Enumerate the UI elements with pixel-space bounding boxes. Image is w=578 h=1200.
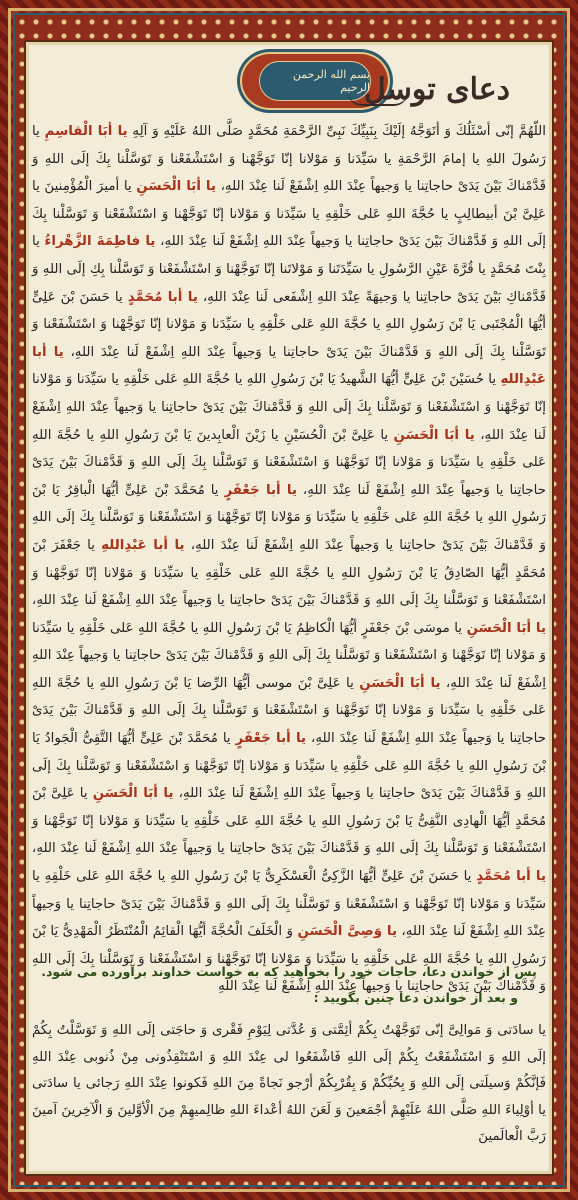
dua-text-segment: یا جَعْفَرَ بْنَ مُحَمَّدٍ أیُّهَا الصّادِقُ یَا بْنَ رَسُولِ اللهِ یا حُجَّةَ اللهِ عَلی خَلْقِهِ یا سَیِّدَنا وَ مَوْلانا إنّا تَوَجَّهْنا وَ اسْتَشْفَعْنا وَ تَوَسَّلْنا بِكَ إلَی اللهِ وَ قَدَّمْناكَ بَیْنَ یَدَیْ حاجاتِنا یا وَجیهاً عِنْدَ اللهِ اِشْفَعْ لَنا عِنْدَ اللهِ، bbox=[32, 537, 546, 609]
invocation-highlight: یا أبَا الْحَسَنِ bbox=[393, 427, 475, 443]
closing-prayer-text: یا سادَتی وَ مَوالِیَّ إنّی تَوَجَّهْتُ بِكُمْ أئِمَّتی وَ عُدَّتی لِیَوْمِ فَقْری وَ حاجَتی إلَی اللهِ وَ تَوَسَّلْتُ بِكُمْ إلَی اللهِ وَ اسْتَشْفَعْتُ بِكُمْ إلَی اللهِ فَاشْفَعُوا لی عِنْدَ اللهِ وَ اسْتَنْقِذُونی مِنْ ذُنوبی عِنْدَ اللهِ فَإنَّكُمْ وَسیلَتی إلَی اللهِ وَ بِحُبِّكُمْ وَ بِقُرْبِكُمْ أرْجو نَجاةً مِنَ اللهِ فَكونوا عِنْدَ اللهِ رَجائی یا سادَتی یا أوْلِیاءَ اللهِ صَلَّی اللهُ عَلَیْهِمْ أجْمَعینَ وَ لَعَنَ اللهُ أعْداءَ اللهِ ظالِمیهِمْ مِنَ الْأوَّلینَ وَ الْآخِرینَ آمینَ رَبَّ الْعالَمینَ bbox=[32, 1023, 546, 1144]
dua-text-segment: اللّهُمَّ إنّی أسْئَلُكَ وَ أتَوَجَّهُ إلَیْكَ بِنَبِیِّكَ نَبِیِّ الرَّحْمَةِ مُحَمَّدٍ صَلَّی اللهُ عَلَیْهِ وَ آلِهِ bbox=[127, 124, 546, 139]
dua-text-segment: یا رَسُولَ اللهِ یا إمامَ الرَّحْمَةِ یا سَیِّدَنا وَ مَوْلانا إنّا تَوَجَّهْنا وَ اسْتَشْفَعْنا وَ تَوَسَّلْنا بِكَ إلَی اللهِ وَ قَدَّمْناكَ بَیْنَ یَدَیْ حاجاتِنا یا وَجیهاً عِنْدَ اللهِ اِشْفَعْ لَنا عِنْدَ اللهِ، bbox=[32, 124, 546, 195]
dua-text-segment: یا حَسَنَ بْنَ عَلِیٍّ أیُّهَا الْمُجْتَبی یَا بْنَ رَسُولِ اللهِ یا حُجَّةَ اللهِ عَلی خَلْقِهِ یا سَیِّدَنا وَ مَوْلانا إنّا تَوَجَّهْنا وَ اسْتَشْفَعْنا وَ تَوَسَّلْنا بِكَ إلَی اللهِ وَ قَدَّمْناكَ بَیْنَ یَدَیْ حاجاتِنا یا وَجیهاً عِنْدَ اللهِ اِشْفَعْ لَنا عِنْدَ اللهِ، bbox=[32, 289, 546, 360]
invocation-highlight: یا أبا مُحَمَّدٍ bbox=[127, 289, 198, 305]
dua-text-segment: وَ الْخَلَفَ الْحُجَّةَ أیُّهَا الْقائِمُ الْمُنْتَظَرُ الْمَهْدِیُّ یَا بْنَ رَسُولِ اللهِ یا حُجَّةَ اللهِ عَلی خَلْقِهِ یا سَیِّدَنا وَ مَوْلانا إنّا تَوَجَّهْنا وَ اسْتَشْفَعْنا وَ تَوَسَّلْنا بِكَ إلَی اللهِ وَ قَدَّمْناكَ بَیْنَ یَدَیْ حاجاتِنا یا وَجیهاً عِنْدَ اللهِ اِشْفَعْ لَنا عِنْدَ اللهِ bbox=[32, 924, 546, 995]
invocation-highlight: یا أبَا الْحَسَنِ bbox=[466, 620, 546, 636]
instruction-line-2: و بعد از خواندن دعا چنین بگویید : bbox=[313, 990, 518, 1005]
invocation-highlight: یا أبا مُحَمَّدٍ bbox=[476, 869, 546, 885]
dua-text-segment: یا حَسَنَ بْنَ عَلِیٍّ أیُّهَا الزَّكِیُّ الْعَسْكَرِیُّ یَا بْنَ رَسُولِ اللهِ یا حُجَّةَ اللهِ عَلی خَلْقِهِ یا سَیِّدَنا وَ مَوْلانا إنّا تَوَجَّهْنا وَ اسْتَشْفَعْنا وَ تَوَسَّلْنا بِكَ إلَی اللهِ وَ قَدَّمْناكَ بَیْنَ یَدَیْ حاجاتِنا یا وَجیهاً عِنْدَ اللهِ اِشْفَعْ لَنا عِنْدَ اللهِ، bbox=[32, 869, 546, 940]
dua-text-segment: یا عَلِیَّ بْنَ مُحَمَّدٍ أیُّهَا الْهادِی النَّقِیُّ یَا بْنَ رَسُولِ اللهِ یا حُجَّةَ اللهِ عَلی خَلْقِهِ یا سَیِّدَنا وَ مَوْلانا إنّا تَوَجَّهْنا وَ اسْتَشْفَعْنا وَ تَوَسَّلْنا بِكَ إلَی اللهِ وَ قَدَّمْناكَ بَیْنَ یَدَیْ حاجاتِنا یا وَجیهاً عِنْدَ اللهِ اِشْفَعْ لَنا عِنْدَ اللهِ، bbox=[32, 786, 546, 857]
invocation-highlight: یا أبا عَبْدِاللهِ bbox=[32, 344, 546, 388]
dua-text-segment: یا أمیرَ الْمُؤْمِنینَ یا عَلِیَّ بْنَ أبیطالِبٍ یا حُجَّةَ اللهِ عَلی خَلْقِهِ یا سَیِّدَنا وَ مَوْلانا إنّا تَوَجَّهْنا وَ اسْتَشْفَعْنا وَ تَوَسَّلْنا بِكَ إلَی اللهِ وَ قَدَّمْناكَ بَیْنَ یَدَیْ حاجاتِنا یا وَجیهاً عِنْدَ اللهِ اِشْفَعْ لَنا عِنْدَ اللهِ، bbox=[32, 179, 546, 250]
dua-text-segment: یا مُحَمَّدَ بْنَ عَلِیٍّ أیُّهَا التَّقِیُّ الْجَوادُ یَا بْنَ رَسُولِ اللهِ یا حُجَّةَ اللهِ عَلی خَلْقِهِ یا سَیِّدَنا وَ مَوْلانا إنّا تَوَجَّهْنا وَ اسْتَشْفَعْنا وَ تَوَسَّلْنا بِكَ إلَی اللهِ وَ قَدَّمْناكَ بَیْنَ یَدَیْ حاجاتِنا یا وَجیهاً عِنْدَ اللهِ اِشْفَعْ لَنا عِنْدَ اللهِ، bbox=[32, 731, 546, 802]
dua-text-segment: یا عَلِیَّ بْنَ الْحُسَیْنِ یا زَیْنَ الْعابِدینَ یَا بْنَ رَسُولِ اللهِ یا حُجَّةَ اللهِ عَلی خَلْقِهِ یا سَیِّدَنا وَ مَوْلانا إنّا تَوَجَّهْنا وَ اسْتَشْفَعْنا وَ تَوَسَّلْنا بِكَ إلَی اللهِ وَ قَدَّمْناكَ بَیْنَ یَدَیْ حاجاتِنا یا وَجیهاً عِنْدَ اللهِ اِشْفَعْ لَنا عِنْدَ اللهِ، bbox=[32, 427, 547, 498]
invocation-highlight: یا أبَا الْحَسَنِ bbox=[92, 786, 174, 802]
invocation-highlight: یا أبا جَعْفَرٍ bbox=[224, 482, 297, 498]
dua-text-segment: یا موسَی بْنَ جَعْفَرٍ أیُّهَا الْكاظِمُ یَا بْنَ رَسُولِ اللهِ یا حُجَّةَ اللهِ عَلی خَلْقِهِ یا سَیِّدَنا وَ مَوْلانا إنّا تَوَجَّهْنا وَ اسْتَشْفَعْنا وَ تَوَسَّلْنا بِكَ إلَی اللهِ وَ قَدَّمْناكَ بَیْنَ یَدَیْ حاجاتِنا یا وَجیهاً عِنْدَ اللهِ اِشْفَعْ لَنا عِنْدَ اللهِ، bbox=[32, 620, 546, 691]
page-title: دعای توسل bbox=[363, 72, 510, 107]
invocation-highlight: یا وَصِیَّ الْحَسَنِ bbox=[297, 924, 397, 940]
invocation-highlight: یا أبَا الْحَسَنِ bbox=[359, 675, 441, 691]
dua-text-segment: یا بِنْتَ مُحَمَّدٍ یا قُرَّةَ عَیْنِ الرَّسُولِ یا سَیِّدَتَنا وَ مَوْلاتَنا إنّا تَوَجَّهْنا وَ اسْتَشْفَعْنا وَ تَوَسَّلْنا بِكِ إلَی اللهِ وَ قَدَّمْناكِ بَیْنَ یَدَیْ حاجاتِنا یا وَجیهَةً عِنْدَ اللهِ اِشْفَعی لَنا عِنْدَ اللهِ، bbox=[32, 234, 547, 305]
title-flourish bbox=[348, 92, 408, 106]
dua-text-segment: یا حُسَیْنَ بْنَ عَلِیٍّ أیُّهَا الشَّهیدُ یَا بْنَ رَسُولِ اللهِ یا حُجَّةَ اللهِ عَلی خَلْقِهِ یا سَیِّدَنا وَ مَوْلانا إنّا تَوَجَّهْنا وَ اسْتَشْفَعْنا وَ تَوَسَّلْنا بِكَ إلَی اللهِ وَ قَدَّمْناكَ بَیْنَ یَدَیْ حاجاتِنا یا وَجیهاً عِنْدَ اللهِ اِشْفَعْ لَنا عِنْدَ اللهِ، bbox=[32, 372, 547, 443]
invocation-highlight: یا أبا جَعْفَرٍ bbox=[235, 731, 307, 747]
dua-text-segment: یا مُحَمَّدَ بْنَ عَلِیٍّ أیُّهَا الْباقِرُ یَا بْنَ رَسُولِ اللهِ یا حُجَّةَ اللهِ عَلی خَلْقِهِ یا سَیِّدَنا وَ مَوْلانا إنّا تَوَجَّهْنا وَ اسْتَشْفَعْنا وَ تَوَسَّلْنا بِكَ إلَی اللهِ وَ قَدَّمْناكَ بَیْنَ یَدَیْ حاجاتِنا یا وَجیهاً عِنْدَ اللهِ اِشْفَعْ لَنا عِنْدَ اللهِ، bbox=[32, 482, 546, 553]
invocation-highlight: یا أبَا الْقاسِمِ bbox=[44, 124, 128, 139]
invocation-highlight: یا أبا عَبْدِاللهِ bbox=[101, 537, 185, 553]
instruction-line-1: پس از خواندن دعا، حاجات خود را بخواهید که به خواست خداوند برآورده می شود. bbox=[41, 964, 537, 979]
invocation-highlight: یا أبَا الْحَسَنِ bbox=[136, 179, 216, 195]
bismillah-text: بسم الله الرحمن الرحیم bbox=[259, 61, 371, 101]
invocation-highlight: یا فاطِمَةَ الزَّهْراءُ bbox=[44, 234, 156, 250]
dua-text-segment: یا عَلِیَّ بْنَ موسی أیُّهَا الرِّضا یَا بْنَ رَسُولِ اللهِ یا حُجَّةَ اللهِ عَلی خَلْقِهِ یا سَیِّدَنا وَ مَوْلانا إنّا تَوَجَّهْنا وَ اسْتَشْفَعْنا وَ تَوَسَّلْنا بِكَ إلَی اللهِ وَ قَدَّمْناكَ بَیْنَ یَدَیْ حاجاتِنا یا وَجیهاً عِنْدَ اللهِ اِشْفَعْ لَنا عِنْدَ اللهِ، bbox=[32, 675, 547, 747]
